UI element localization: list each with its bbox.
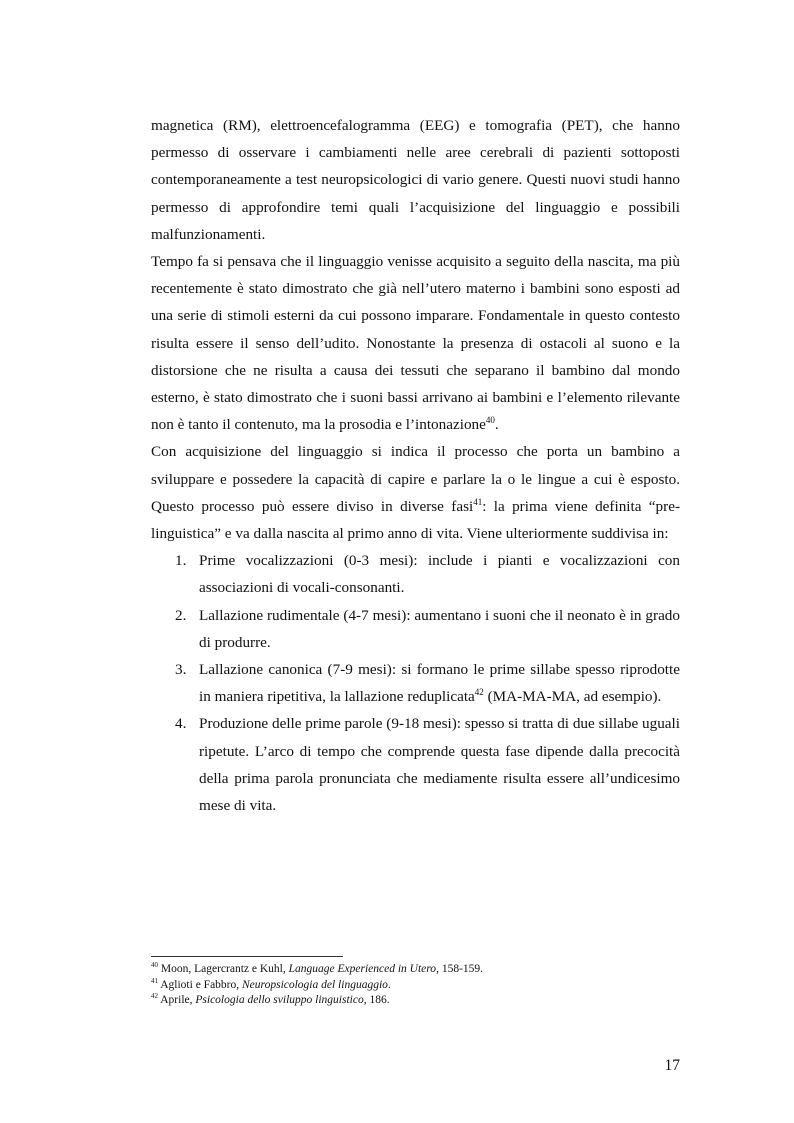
list-item-number: 4.: [175, 715, 187, 733]
list-item: [151, 547, 680, 601]
list-item-text: Lallazione rudimentale (4-7 mesi): aumentano i suoni che il neonato è in grado di produrre.: [199, 606, 680, 651]
footnotes: [151, 962, 680, 1009]
list-item: [151, 710, 680, 819]
footnote-rest: , 186.: [363, 994, 390, 1006]
stages-list: [151, 547, 680, 819]
list-item-text: Produzione delle prime parole (9-18 mesi): spesso si tratta di due sillabe uguali ripetute. L’arco di tempo che comprende questa fase dipende dalla precocità della prima parola pronunciata che mediamente risulta essere all’undicesimo mese di vita.: [199, 715, 680, 815]
body-text: [151, 112, 680, 819]
footnote: [151, 978, 680, 994]
list-item-number: 1.: [175, 552, 187, 570]
paragraph-3: [151, 438, 680, 547]
paragraph-2-text: Tempo fa si pensava che il linguaggio venisse acquisito a seguito della nascita, ma più recentemente è stato dimostrato che già nell’utero materno i bambini sono esposti ad una serie di stimoli esterni da cui possono imparare. Fondamentale in questo contesto risulta essere il senso dell’udito. Nonostante la presenza di ostacoli al suono e la distorsione che ne risulta a causa dei tessuti che separano il bambino dal mondo esterno, è stato dimostrato che i suoni bassi arrivano ai bambini e l’elemento rilevante non è tanto il contenuto, ma la prosodia e l’intonazione: [151, 253, 680, 434]
paragraph-2: [151, 248, 680, 438]
list-item-number: 3.: [175, 661, 187, 679]
paragraph-2-end: .: [494, 416, 499, 434]
footnote-title: Neuropsicologia del linguaggio: [242, 978, 388, 991]
footnote-number: 42: [151, 992, 158, 1001]
footnote-rest: .: [387, 978, 391, 991]
list-item-number: 2.: [175, 606, 187, 624]
list-item-text-b: (MA-MA-MA, ad esempio).: [483, 688, 662, 706]
footnote-divider: [151, 956, 343, 957]
footnote-ref-41[interactable]: 41: [473, 496, 483, 507]
footnote-number: 41: [151, 976, 158, 985]
footnote-ref-42[interactable]: 42: [474, 687, 484, 698]
paragraph-3-text-b: : la prima viene definita “pre-linguistica” e va dalla nascita al primo anno di vita. Viene ulteriormente suddivisa in:: [151, 497, 680, 543]
list-item-text: Prime vocalizzazioni (0-3 mesi): include i pianti e vocalizzazioni con associazioni di vocali-consonanti.: [199, 552, 680, 597]
page-number: 17: [664, 1057, 680, 1074]
footnote-author: Moon, Lagercrantz e Kuhl,: [158, 963, 289, 975]
paragraph-1: magnetica (RM), elettroencefalogramma (EEG) e tomografia (PET), che hanno permesso di osservare i cambiamenti nelle aree cerebrali di pazienti sottoposti contemporaneamente a test neuropsicologici di vario genere. Questi nuovi studi hanno permesso di approfondire temi quali l’acquisizione del linguaggio e possibili malfunzionamenti.: [151, 117, 680, 243]
footnote-title: Psicologia dello sviluppo linguistico: [195, 994, 364, 1006]
footnote-author: Aprile,: [158, 994, 196, 1006]
footnote-number: 40: [151, 961, 158, 970]
footnote-title: Language Experienced in Utero: [288, 963, 437, 975]
paragraph-3-text-a: Con acquisizione del linguaggio si indica il processo che porta un bambino a sviluppare e possedere la capacità di capire e parlare la o le lingue a cui è esposto. Questo processo può essere diviso in diverse fasi: [151, 443, 680, 515]
footnote-rest: , 158-159.: [436, 963, 484, 975]
footnote-author: Aglioti e Fabbro,: [158, 978, 243, 991]
footnote: [151, 993, 680, 1009]
list-item-text-a: Lallazione canonica (7-9 mesi): si formano le prime sillabe spesso riprodotte in maniera ripetitiva, la lallazione reduplicata: [199, 661, 680, 706]
footnote-ref-40[interactable]: 40: [485, 415, 495, 426]
list-item: [151, 602, 680, 656]
list-item: [151, 656, 680, 710]
footnote: [151, 962, 680, 978]
